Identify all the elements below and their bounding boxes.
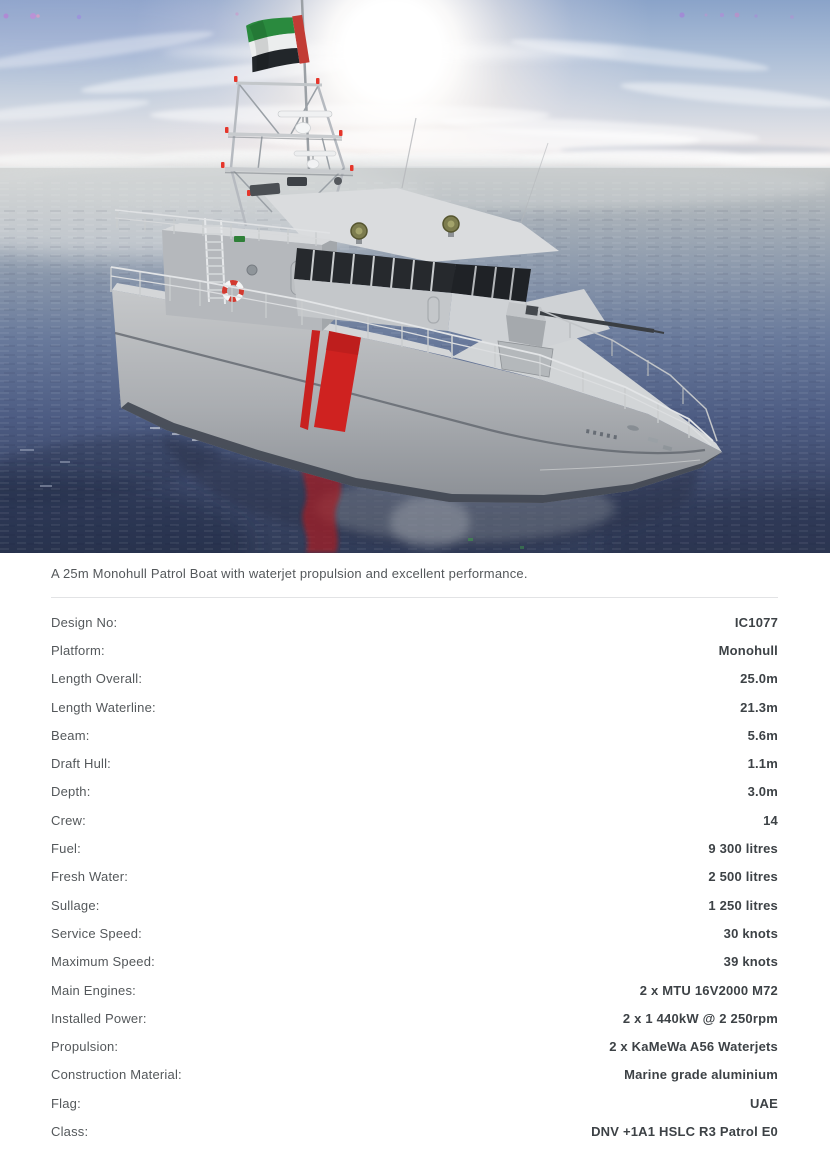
spec-row: [51, 863, 778, 891]
spec-section: [0, 553, 830, 1160]
spec-value: DNV +1A1 HSLC R3 Patrol E0: [591, 1123, 778, 1139]
spec-label: Class:: [51, 1123, 89, 1139]
spec-label: Main Engines:: [51, 982, 136, 998]
spec-row: [51, 693, 778, 721]
spec-label: Length Waterline:: [51, 699, 156, 715]
spec-value: 39 knots: [723, 954, 778, 970]
spec-value: Marine grade aluminium: [624, 1067, 778, 1083]
spec-row: [51, 806, 778, 834]
spec-value: 2 x 1 440kW @ 2 250rpm: [622, 1010, 778, 1026]
spec-value: UAE: [749, 1095, 778, 1111]
spec-label: Propulsion:: [51, 1039, 119, 1055]
boat-scene: [0, 0, 830, 553]
spec-value: Monohull: [718, 642, 778, 658]
spec-value: 9 300 litres: [708, 841, 778, 857]
spec-row: [51, 919, 778, 947]
spec-label: Sullage:: [51, 897, 100, 913]
spec-row: [51, 1032, 778, 1060]
spec-label: Fuel:: [51, 841, 81, 857]
spec-label: Draft Hull:: [51, 756, 111, 772]
spec-label: Construction Material:: [51, 1067, 182, 1083]
spec-value: 30 knots: [723, 925, 778, 941]
spec-label: Fresh Water:: [51, 869, 129, 885]
spec-value: 1.1m: [747, 756, 778, 772]
spec-value: 21.3m: [740, 699, 778, 715]
spec-row: [51, 1089, 778, 1117]
spec-row: [51, 1117, 778, 1145]
porthole: [247, 265, 257, 275]
spec-label: Maximum Speed:: [51, 954, 155, 970]
spec-value: IC1077: [734, 614, 778, 630]
specs-table: [51, 598, 778, 1146]
spec-value: 2 500 litres: [708, 869, 778, 885]
spec-value: 3.0m: [747, 784, 778, 800]
spec-row: [51, 976, 778, 1004]
spec-row: [51, 721, 778, 749]
spec-label: Depth:: [51, 784, 91, 800]
spec-value: 25.0m: [740, 671, 778, 687]
spec-label: Crew:: [51, 812, 86, 828]
boat-description: A 25m Monohull Patrol Boat with waterjet propulsion and excellent performance.: [51, 566, 528, 581]
spec-row: [51, 665, 778, 693]
spec-row: [51, 778, 778, 806]
spec-label: Beam:: [51, 727, 90, 743]
spec-row: [51, 891, 778, 919]
spec-row: [51, 636, 778, 664]
spec-value: 2 x KaMeWa A56 Waterjets: [609, 1039, 778, 1055]
spec-row: [51, 1004, 778, 1032]
spec-label: Flag:: [51, 1095, 81, 1111]
spec-label: Platform:: [51, 642, 105, 658]
spec-row: [51, 948, 778, 976]
spec-label: Length Overall:: [51, 671, 143, 687]
spec-label: Installed Power:: [51, 1010, 147, 1026]
spec-row: [51, 749, 778, 777]
spec-row: [51, 608, 778, 636]
deck-light-green: [234, 236, 245, 242]
spec-row: [51, 834, 778, 862]
spec-value: 14: [763, 812, 778, 828]
spec-value: 5.6m: [747, 727, 778, 743]
uae-flag-icon: [245, 14, 310, 73]
spec-row: [51, 1061, 778, 1089]
spec-label: Design No:: [51, 614, 118, 630]
spec-value: 1 250 litres: [708, 897, 778, 913]
spec-label: Service Speed:: [51, 925, 142, 941]
boat-hero-image: [0, 0, 830, 553]
spec-value: 2 x MTU 16V2000 M72: [639, 982, 778, 998]
